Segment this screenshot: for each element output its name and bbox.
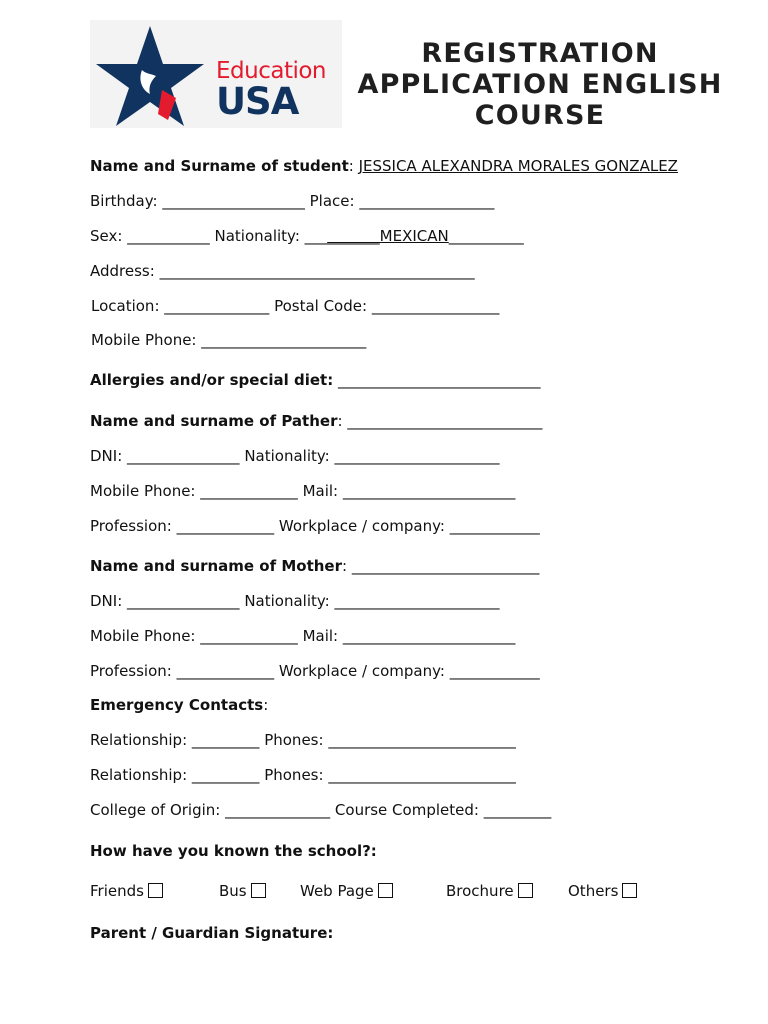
father-name-field[interactable]: __________________________ [347,412,543,430]
college-field[interactable]: ______________ [225,801,331,819]
option-label: Others [568,882,619,900]
birthday-field[interactable]: ___________________ [162,192,305,210]
father-dni-row [90,447,500,465]
relationship-label: Relationship: [90,731,188,749]
option-bus [219,882,266,900]
mother-dni-label: DNI: [90,592,123,610]
location-field[interactable]: ______________ [164,297,270,315]
title-line: COURSE [474,100,606,131]
known-school-label: How have you known the school?: [90,842,377,860]
mother-profession-field[interactable]: _____________ [176,662,275,680]
student-name-value[interactable]: JESSICA ALEXANDRA MORALES GONZALEZ [358,157,678,175]
mother-dni-field[interactable]: _______________ [127,592,240,610]
education-usa-logo [90,20,342,128]
logo-text-education: Education [216,58,327,84]
mother-mail-label: Mail: [302,627,339,645]
known-school-question [90,842,377,860]
relationship-field[interactable]: _________ [191,731,260,749]
emergency-contact-row [90,731,516,749]
emergency-contacts-label: Emergency Contacts [90,696,264,714]
option-brochure [446,882,533,900]
friends-checkbox[interactable] [148,883,163,898]
nationality-value: _______MEXICAN [327,227,449,245]
postal-code-field[interactable]: _________________ [371,297,500,315]
location-label: Location: [91,297,160,315]
mother-workplace-field[interactable]: ____________ [449,662,540,680]
phones-field[interactable]: _________________________ [328,731,516,749]
student-name-label: Name and Surname of student [90,157,349,175]
mother-mail-field[interactable]: _______________________ [342,627,516,645]
course-completed-label: Course Completed: [334,801,479,819]
mother-profession-label: Profession: [90,662,172,680]
mother-workplace-label: Workplace / company: [278,662,445,680]
father-mail-field[interactable]: _______________________ [342,482,516,500]
mobile-phone-label: Mobile Phone: [91,331,197,349]
place-field[interactable]: __________________ [359,192,495,210]
father-mobile-field[interactable]: _____________ [200,482,298,500]
place-label: Place: [309,192,355,210]
nationality-field[interactable]: __________MEXICAN__________ [304,227,524,245]
birthday-row [90,192,494,210]
option-label: Bus [219,882,247,900]
mother-mobile-label: Mobile Phone: [90,627,196,645]
allergies-label: Allergies and/or special diet: [90,371,334,389]
address-label: Address: [90,262,155,280]
mother-nationality-field[interactable]: ______________________ [334,592,500,610]
location-row [91,297,499,315]
address-row [90,262,475,280]
option-label: Brochure [446,882,514,900]
mobile-phone-field[interactable]: ______________________ [201,331,367,349]
address-field[interactable]: __________________________________________ [159,262,475,280]
father-profession-row [90,517,540,535]
emergency-contact-row [90,766,516,784]
option-label: Web Page [300,882,374,900]
option-web-page [300,882,393,900]
phones-field[interactable]: _________________________ [328,766,516,784]
form-title [350,38,730,131]
father-dni-field[interactable]: _______________ [127,447,240,465]
student-name-row: Name and Surname of student: JESSICA ALEXANDRA MORALES GONZALEZ [90,157,678,175]
mother-profession-row [90,662,540,680]
emergency-contacts-heading: Emergency Contacts: [90,696,269,714]
relationship-field[interactable]: _________ [191,766,260,784]
mother-name-row: Name and surname of Mother: _________________________ [90,557,540,575]
logo-text-usa: USA [216,80,299,123]
signature-row [90,924,333,942]
father-workplace-label: Workplace / company: [278,517,445,535]
father-nationality-field[interactable]: ______________________ [334,447,500,465]
phones-label: Phones: [264,731,324,749]
nationality-label: Nationality: [214,227,300,245]
course-completed-field[interactable]: _________ [483,801,552,819]
father-name-row: Name and surname of Pather: __________________________ [90,412,543,430]
signature-label: Parent / Guardian Signature: [90,924,334,942]
relationship-label: Relationship: [90,766,188,784]
star-torch-icon [90,20,210,128]
father-name-label: Name and surname of Pather [90,412,338,430]
college-label: College of Origin: [90,801,221,819]
father-mail-label: Mail: [302,482,339,500]
father-profession-field[interactable]: _____________ [176,517,275,535]
option-label: Friends [90,882,144,900]
father-contact-row [90,482,515,500]
mother-dni-row [90,592,500,610]
sex-row [90,227,524,245]
title-line: APPLICATION ENGLISH [357,69,723,100]
web-page-checkbox[interactable] [378,883,393,898]
mobile-phone-row [91,331,366,349]
allergies-field[interactable]: ___________________________ [337,371,541,389]
mother-name-field[interactable]: _________________________ [351,557,540,575]
bus-checkbox[interactable] [251,883,266,898]
father-mobile-label: Mobile Phone: [90,482,196,500]
sex-label: Sex: [90,227,123,245]
title-line: REGISTRATION [421,38,659,69]
sex-field[interactable]: ___________ [127,227,210,245]
college-row [90,801,551,819]
phones-label: Phones: [264,766,324,784]
birthday-label: Birthday: [90,192,158,210]
brochure-checkbox[interactable] [518,883,533,898]
mother-nationality-label: Nationality: [244,592,330,610]
father-dni-label: DNI: [90,447,123,465]
allergies-row [90,371,540,389]
postal-code-label: Postal Code: [274,297,368,315]
mother-contact-row [90,627,515,645]
father-profession-label: Profession: [90,517,172,535]
mother-mobile-field[interactable]: _____________ [200,627,298,645]
father-workplace-field[interactable]: ____________ [449,517,540,535]
others-checkbox[interactable] [622,883,637,898]
option-friends [90,882,163,900]
mother-name-label: Name and surname of Mother [90,557,342,575]
father-nationality-label: Nationality: [244,447,330,465]
option-others [568,882,637,900]
